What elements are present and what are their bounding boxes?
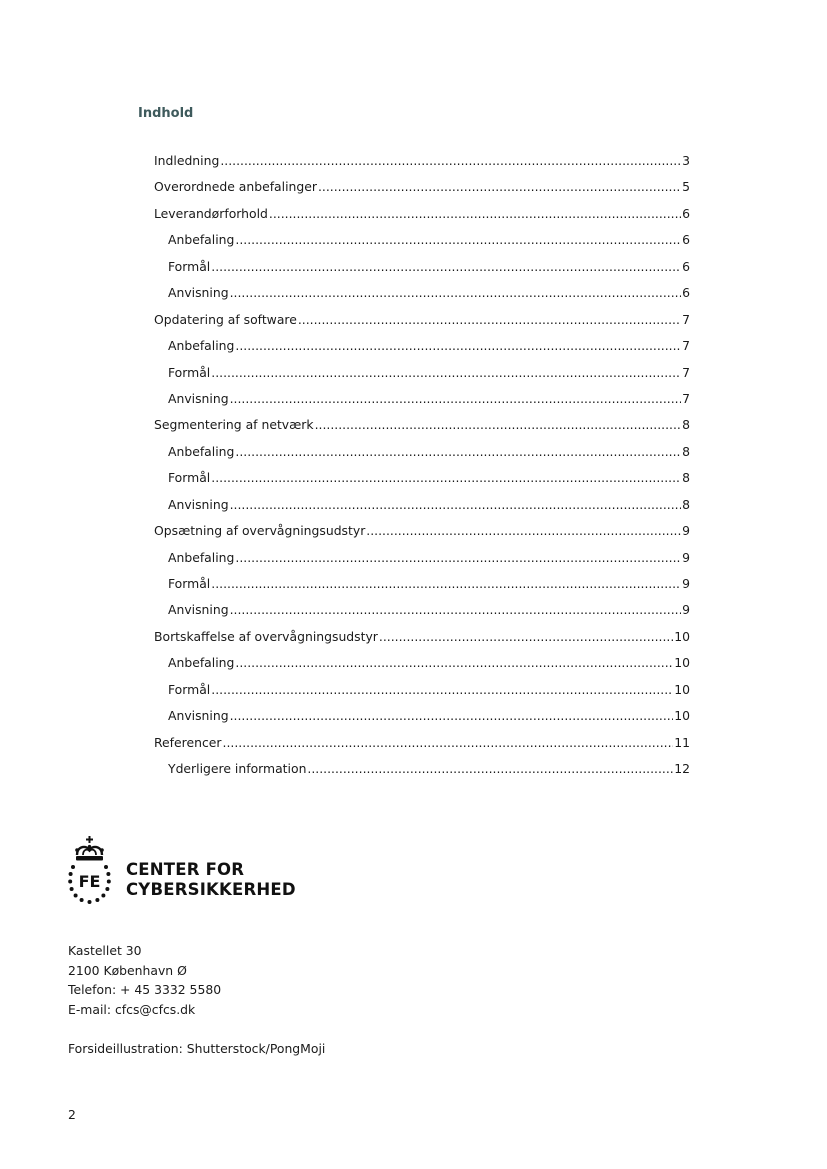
toc-entry-page: 10 [674, 655, 690, 671]
crown-emblem-icon [68, 836, 124, 908]
toc-entry-title: Leverandørforhold [154, 205, 268, 221]
toc-entry[interactable] [154, 337, 690, 363]
toc-entry[interactable] [154, 469, 690, 495]
toc-entry-page: 9 [682, 523, 690, 539]
toc-entry-title: Formål [168, 576, 211, 591]
toc-entry[interactable] [154, 178, 690, 204]
toc-dot-leader [307, 760, 673, 778]
toc-entry-title: Formål [168, 470, 211, 486]
toc-entry-page: 3 [682, 153, 690, 168]
toc-entry-page: 9 [682, 549, 690, 565]
toc-dot-leader [318, 178, 681, 196]
toc-entry[interactable] [154, 258, 690, 284]
toc-dot-leader [235, 443, 681, 461]
toc-entry[interactable] [154, 707, 690, 733]
toc-entry[interactable] [154, 681, 690, 707]
toc-dot-leader [220, 152, 681, 170]
toc-entry-page: 7 [682, 311, 690, 327]
toc-entry-title: Anbefaling [168, 232, 235, 248]
toc-entry-page: 8 [682, 470, 690, 486]
toc-entry-title: Segmentering af netværk [154, 417, 314, 433]
toc-entry-title: Anvisning [168, 285, 229, 301]
toc-entry[interactable] [154, 416, 690, 442]
toc-entry-page: 8 [682, 417, 690, 433]
toc-entry-title: Opsætning af overvågningsudstyr [154, 523, 366, 539]
toc-entry[interactable] [154, 152, 690, 178]
cfcs-logo [68, 836, 298, 908]
toc-dot-leader [269, 205, 681, 223]
toc-dot-leader [235, 337, 681, 355]
toc-entry-page: 9 [682, 576, 690, 591]
table-of-contents [154, 152, 690, 787]
toc-entry-page: 6 [682, 258, 690, 274]
contact-block [68, 941, 221, 1019]
toc-entry[interactable] [154, 522, 690, 548]
toc-entry-page: 7 [682, 390, 690, 406]
toc-dot-leader [223, 734, 674, 752]
toc-entry-title: Bortskaffelse af overvågningsudstyr [154, 628, 378, 644]
toc-heading: Indhold [138, 106, 194, 121]
contact-address: Kastellet 30 [68, 943, 142, 958]
toc-entry-title: Anvisning [168, 602, 229, 618]
toc-entry[interactable] [154, 628, 690, 654]
logo-line-2: CYBERSIKKERHED [126, 880, 296, 899]
toc-dot-leader [298, 311, 681, 329]
toc-entry-page: 10 [674, 628, 690, 644]
toc-entry-page: 11 [674, 734, 690, 750]
toc-entry[interactable] [154, 311, 690, 337]
toc-entry-page: 5 [682, 179, 690, 195]
toc-entry-page: 10 [674, 708, 690, 724]
logo-line-1: CENTER FOR [126, 860, 245, 879]
toc-entry-title: Formål [168, 364, 211, 380]
toc-dot-leader [211, 469, 681, 487]
logo-wordmark [126, 860, 296, 900]
toc-dot-leader [235, 654, 673, 672]
toc-entry-title: Referencer [154, 734, 222, 750]
toc-entry[interactable] [154, 496, 690, 522]
toc-dot-leader [211, 681, 673, 699]
toc-entry-page: 6 [682, 205, 690, 221]
toc-dot-leader [211, 258, 681, 276]
toc-entry-title: Overordnede anbefalinger [154, 179, 317, 195]
toc-entry-page: 7 [682, 338, 690, 354]
toc-entry-title: Indledning [154, 153, 220, 168]
toc-entry-page: 10 [674, 681, 690, 697]
contact-email: E-mail: cfcs@cfcs.dk [68, 1001, 196, 1017]
toc-dot-leader [230, 390, 682, 408]
toc-dot-leader [379, 628, 673, 646]
toc-entry[interactable] [154, 654, 690, 680]
toc-dot-leader [230, 707, 674, 725]
toc-entry-title: Formål [168, 681, 211, 697]
toc-dot-leader [366, 522, 681, 540]
toc-entry-page: 8 [682, 496, 690, 512]
toc-entry-title: Anbefaling [168, 655, 235, 671]
emblem-text: FE [78, 872, 101, 891]
toc-entry-page: 12 [674, 761, 690, 777]
toc-dot-leader [211, 575, 681, 593]
toc-entry[interactable] [154, 575, 690, 601]
contact-city: 2100 København Ø [68, 962, 187, 978]
toc-entry[interactable] [154, 205, 690, 231]
toc-entry-page: 6 [682, 285, 690, 301]
toc-entry-page: 9 [682, 602, 690, 618]
toc-entry-title: Anbefaling [168, 549, 235, 565]
toc-dot-leader [315, 416, 682, 434]
toc-entry-title: Opdatering af software [154, 311, 297, 327]
toc-entry-title: Anvisning [168, 496, 229, 512]
toc-entry[interactable] [154, 284, 690, 310]
toc-entry[interactable] [154, 390, 690, 416]
toc-entry[interactable] [154, 231, 690, 257]
toc-entry[interactable] [154, 364, 690, 390]
toc-entry[interactable] [154, 734, 690, 760]
toc-entry[interactable] [154, 601, 690, 627]
page-number: 2 [68, 1107, 76, 1122]
toc-entry-page: 8 [682, 443, 690, 459]
toc-dot-leader [211, 364, 681, 382]
contact-phone: Telefon: + 45 3332 5580 [68, 982, 222, 998]
toc-entry-title: Formål [168, 258, 211, 274]
toc-dot-leader [235, 231, 681, 249]
toc-entry-title: Yderligere information [168, 761, 307, 777]
toc-entry-title: Anbefaling [168, 338, 235, 354]
toc-entry-title: Anbefaling [168, 443, 235, 459]
toc-entry-page: 6 [682, 232, 690, 248]
toc-entry-page: 7 [682, 364, 690, 380]
toc-dot-leader [230, 601, 682, 619]
illustration-credit: Forsideillustration: Shutterstock/PongMoji [68, 1041, 326, 1056]
toc-dot-leader [235, 549, 681, 567]
toc-entry-title: Anvisning [168, 708, 229, 724]
toc-entry[interactable] [154, 443, 690, 469]
toc-entry[interactable] [154, 760, 690, 786]
toc-dot-leader [230, 284, 682, 302]
toc-dot-leader [230, 496, 682, 514]
toc-entry[interactable] [154, 549, 690, 575]
toc-entry-title: Anvisning [168, 390, 229, 406]
